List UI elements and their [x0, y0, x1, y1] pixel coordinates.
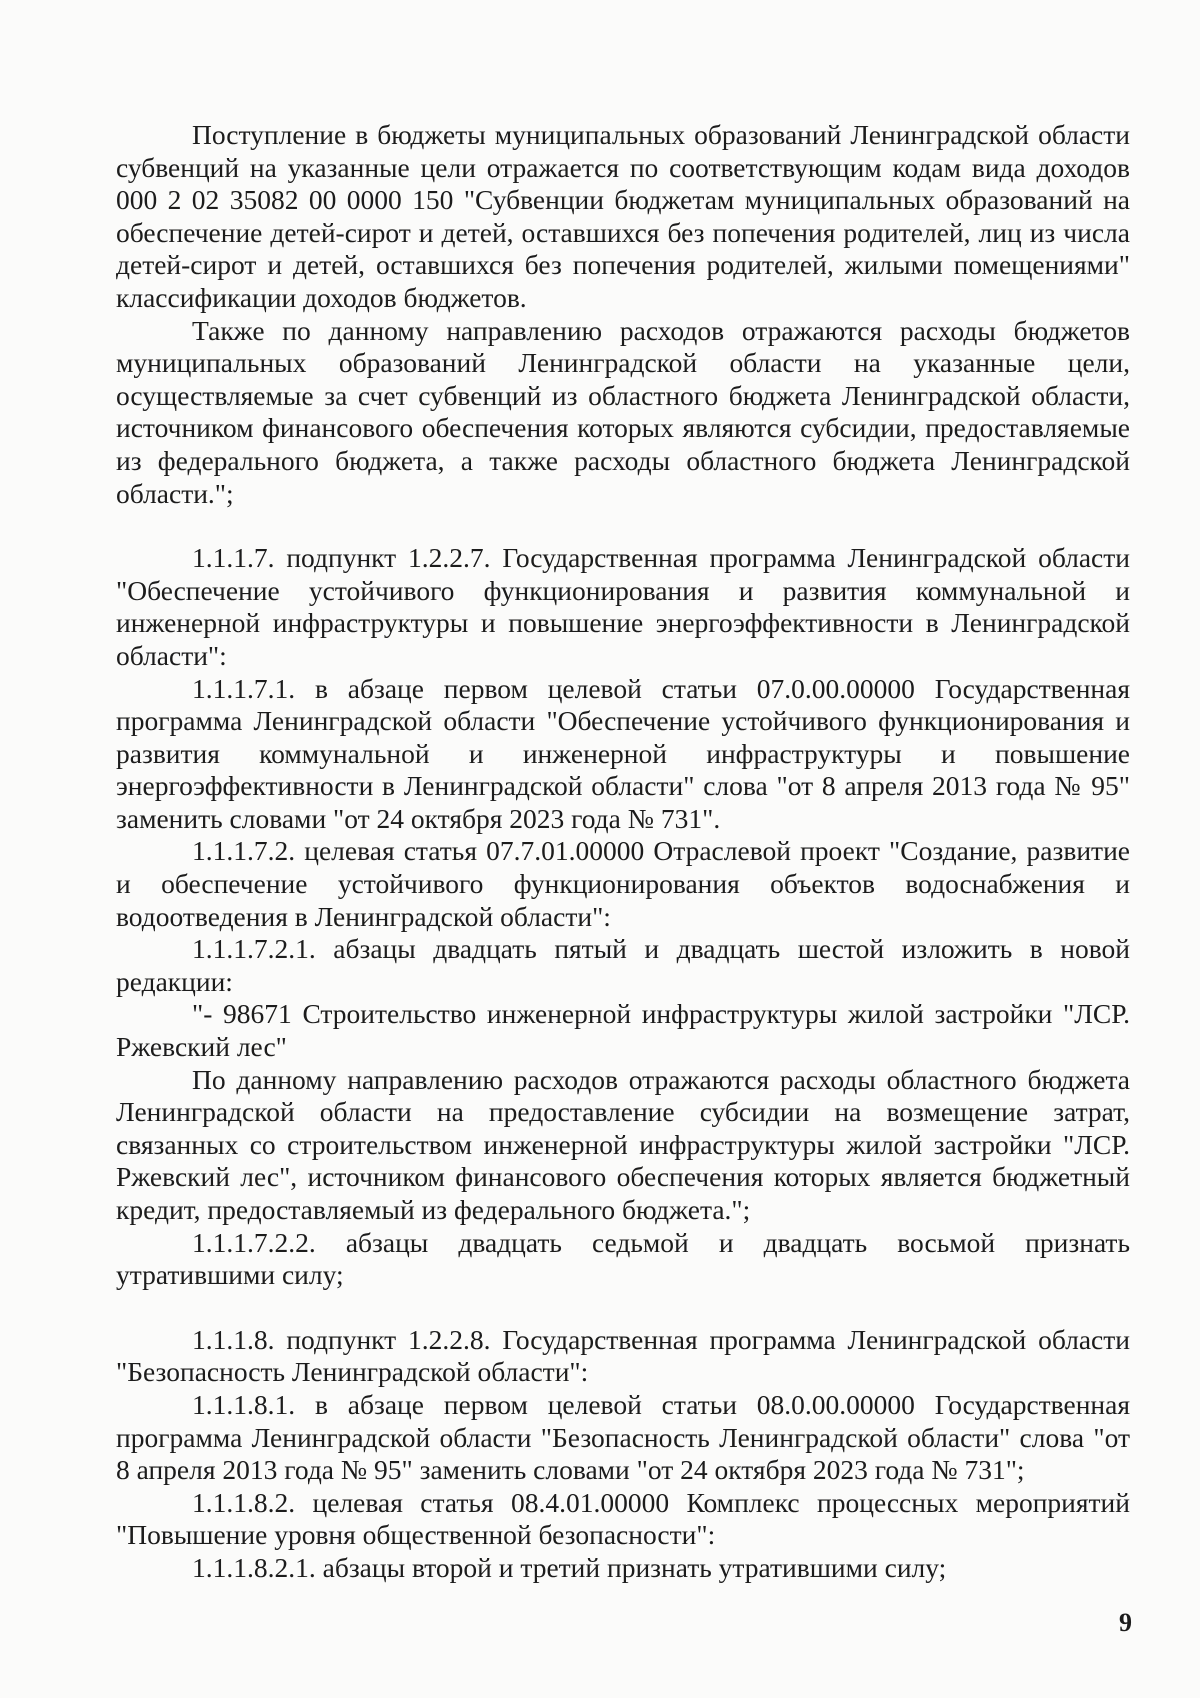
paragraph-1-1-1-7-2: 1.1.1.7.2. целевая статья 07.7.01.00000 Отраслевой проект "Создание, развитие и обеспечение устойчивого функционирования объектов водоснабжения и водоотведения в Ленинградской области":: [116, 835, 1130, 932]
paragraph-98671-description: По данному направлению расходов отражаются расходы областного бюджета Ленинградской области на предоставление субсидии на возмещение затрат, связанных со строительством инженерной инфраструктуры жилой застройки "ЛСР. Ржевский лес", источником финансового обеспечения которых является бюджетный кредит, предоставляемый из федерального бюджета.";: [116, 1063, 1130, 1225]
paragraph-98671: "- 98671 Строительство инженерной инфраструктуры жилой застройки "ЛСР. Ржевский лес": [116, 998, 1130, 1063]
paragraph-1-1-1-7-2-2: 1.1.1.7.2.2. абзацы двадцать седьмой и двадцать восьмой признать утратившими силу;: [116, 1226, 1130, 1291]
paragraph-1-1-1-7: 1.1.1.7. подпункт 1.2.2.7. Государственная программа Ленинградской области "Обеспечение устойчивого функционирования и развития коммунальной и инженерной инфраструктуры и повышение энергоэффективности в Ленинградской области":: [116, 542, 1130, 671]
paragraph-subvention-income: Поступление в бюджеты муниципальных образований Ленинградской области субвенций на указанные цели отражается по соответствующим кодам вида доходов 000 2 02 35082 00 0000 150 "Субвенции бюджетам муниципальных образований на обеспечение детей-сирот и детей, оставшихся без попечения родителей, лиц из числа детей-сирот и детей, оставшихся без попечения родителей, жилыми помещениями" классификации доходов бюджетов.: [116, 119, 1130, 313]
paragraph-expenses-note: Также по данному направлению расходов отражаются расходы бюджетов муниципальных образований Ленинградской области на указанные цели, осуществляемые за счет субвенций из областного бюджета Ленинградской области, источником финансового обеспечения которых являются субсидии, предоставляемые из федерального бюджета, а также расходы областного бюджета Ленинградской области.";: [116, 314, 1130, 509]
paragraph-1-1-1-8-2: 1.1.1.8.2. целевая статья 08.4.01.00000 Комплекс процессных мероприятий "Повышение уровня общественной безопасности":: [116, 1486, 1130, 1551]
paragraph-1-1-1-8: 1.1.1.8. подпункт 1.2.2.8. Государственная программа Ленинградской области "Безопасность Ленинградской области":: [116, 1323, 1130, 1388]
paragraph-1-1-1-7-1: 1.1.1.7.1. в абзаце первом целевой статьи 07.0.00.00000 Государственная программа Ленинградской области "Обеспечение устойчивого функционирования и развития коммунальной и инженерной инфраструктуры и повышение энергоэффективности в Ленинградской области" слова "от 8 апреля 2013 года № 95" заменить словами "от 24 октября 2023 года № 731".: [116, 672, 1130, 834]
paragraph-1-1-1-7-2-1: 1.1.1.7.2.1. абзацы двадцать пятый и двадцать шестой изложить в новой редакции:: [116, 933, 1130, 997]
document-body: [116, 119, 1130, 1585]
paragraph-1-1-1-8-1: 1.1.1.8.1. в абзаце первом целевой статьи 08.0.00.00000 Государственная программа Ленинградской области "Безопасность Ленинградской области" слова "от 8 апреля 2013 года № 95" заменить словами "от 24 октября 2023 года № 731";: [116, 1388, 1130, 1486]
page-number: 9: [1119, 1608, 1132, 1637]
paragraph-1-1-1-8-2-1: 1.1.1.8.2.1. абзацы второй и третий признать утратившими силу;: [192, 1551, 947, 1583]
